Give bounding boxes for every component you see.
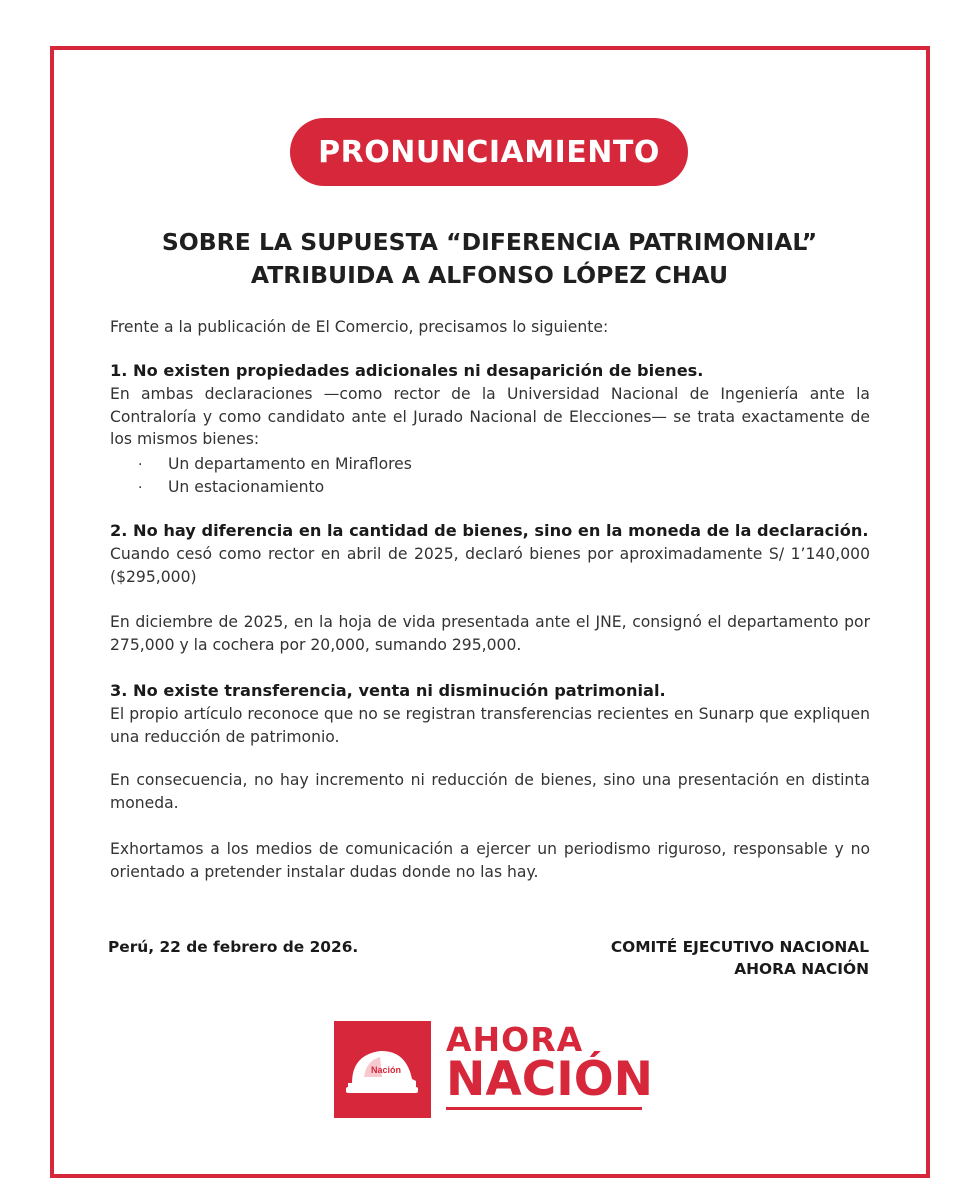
section-2-heading: 2. No hay diferencia en la cantidad de bienes, sino en la moneda de la declaración. [110,521,869,540]
exhortation-paragraph: Exhortamos a los medios de comunicación a ejercer un periodismo riguroso, responsable y no orientado a pretender instalar dudas donde no las hay. [110,840,870,881]
section-1-text: En ambas declaraciones —como rector de la Universidad Nacional de Ingeniería ante la Contraloría y como candidato ante el Jurado Nacional de Elecciones— se trata exactamente de los mismos bienes: [110,385,870,448]
signature-line-2: AHORA NACIÓN [734,960,869,978]
title-line-2: ATRIBUIDA A ALFONSO LÓPEZ CHAU [250,261,729,289]
helmet-icon [334,1021,431,1118]
document-date: Perú, 22 de febrero de 2026. [108,938,359,956]
bullet-text: Un estacionamiento [168,478,325,496]
helmet-label: Nación [371,1065,402,1075]
bullet-dot-icon: · [138,457,143,473]
bullet-text: Un departamento en Miraflores [168,455,412,473]
section-1-heading: 1. No existen propiedades adicionales ni desaparición de bienes. [110,361,704,380]
conclusion-paragraph: En consecuencia, no hay incremento ni reducción de bienes, sino una presentación en distinta moneda. [110,771,870,812]
pronouncement-badge: PRONUNCIAMIENTO [290,118,688,186]
bullet-item [138,453,412,477]
section-2-text-1: Cuando cesó como rector en abril de 2025, declaró bienes por aproximadamente S/ 1’140,000 ($295,000) [110,545,870,586]
bullet-item [138,476,324,500]
intro-paragraph: Frente a la publicación de El Comercio, precisamos lo siguiente: [110,318,609,336]
section-3-text: El propio artículo reconoce que no se registran transferencias recientes en Sunarp que expliquen una reducción de patrimonio. [110,705,870,746]
document-title [100,226,879,292]
logo-word-nacion: NACIÓN [446,1052,653,1107]
section-3-heading: 3. No existe transferencia, venta ni disminución patrimonial. [110,681,666,700]
signature-block [611,936,869,980]
logo-word-ahora: AHORA [446,1020,584,1059]
signature-line-1: COMITÉ EJECUTIVO NACIONAL [610,938,869,956]
logo-underline [446,1107,642,1110]
title-line-1: SOBRE LA SUPUESTA “DIFERENCIA PATRIMONIAL” [161,228,818,256]
party-logo-icon [334,1021,431,1118]
section-2-text-2: En diciembre de 2025, en la hoja de vida presentada ante el JNE, consignó el departamento por 275,000 y la cochera por 20,000, sumando 295,000. [110,613,870,654]
bullet-dot-icon: · [138,480,143,496]
